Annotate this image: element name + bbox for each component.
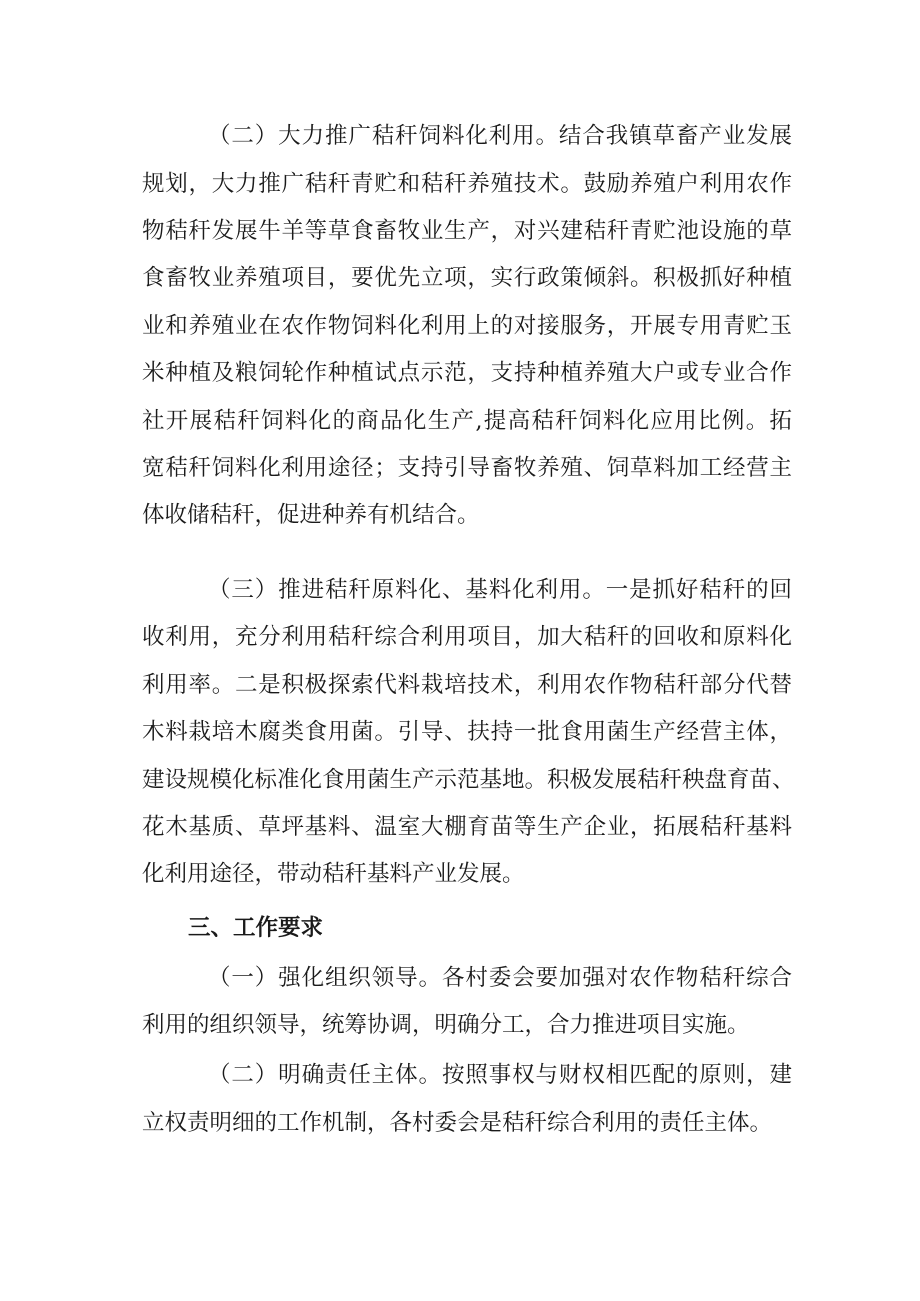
para-3-line-3: 利用率。二是积极探索代料栽培技术，利用农作物秸秆部分代替 <box>142 672 792 698</box>
para-3-line-1: （三）推进秸秆原料化、基料化利用。一是抓好秸秆的回 <box>208 577 792 603</box>
req-2-line-2: 立权责明细的工作机制，各村委会是秸秆综合利用的责任主体。 <box>142 1110 773 1136</box>
para-2-line-8: 宽秸秆饲料化利用途径；支持引导畜牧养殖、饲草料加工经营主 <box>142 455 792 481</box>
para-2-line-5: 业和养殖业在农作物饲料化利用上的对接服务，开展专用青贮玉 <box>142 313 792 339</box>
req-2-line-1: （二）明确责任主体。按照事权与财权相匹配的原则，建 <box>208 1062 792 1088</box>
para-2-line-3: 物秸秆发展牛羊等草食畜牧业生产，对兴建秸秆青贮池设施的草 <box>142 218 792 244</box>
para-3-line-5: 建设规模化标准化食用菌生产示范基地。积极发展秸秆秧盘育苗、 <box>142 767 795 793</box>
para-3-line-4: 木料栽培木腐类食用菌。引导、扶持一批食用菌生产经营主体， <box>142 719 792 745</box>
req-1-line-1: （一）强化组织领导。各村委会要加强对农作物秸秆综合 <box>208 965 792 991</box>
para-3-line-6: 花木基质、草坪基料、温室大棚育苗等生产企业，拓展秸秆基料 <box>142 814 792 840</box>
para-2-line-7: 社开展秸秆饲料化的商品化生产,提高秸秆饲料化应用比例。拓 <box>142 408 792 434</box>
para-3-line-2: 收利用，充分利用秸秆综合利用项目，加大秸秆的回收和原料化 <box>142 624 792 650</box>
section-heading: 三、工作要求 <box>188 915 324 941</box>
para-2-line-9: 体收储秸秆，促进种养有机结合。 <box>142 502 480 528</box>
para-2-line-1: （二）大力推广秸秆饲料化利用。结合我镇草畜产业发展 <box>208 123 792 149</box>
req-1-line-2: 利用的组织领导，统筹协调，明确分工，合力推进项目实施。 <box>142 1012 750 1038</box>
para-2-line-2: 规划，大力推广秸秆青贮和秸秆养殖技术。鼓励养殖户利用农作 <box>142 171 792 197</box>
para-2-line-6: 米种植及粮饲轮作种植试点示范，支持种植养殖大户或专业合作 <box>142 360 792 386</box>
para-2-line-4: 食畜牧业养殖项目，要优先立项，实行政策倾斜。积极抓好种植 <box>142 265 792 291</box>
para-3-line-7: 化利用途径，带动秸秆基料产业发展。 <box>142 861 525 887</box>
